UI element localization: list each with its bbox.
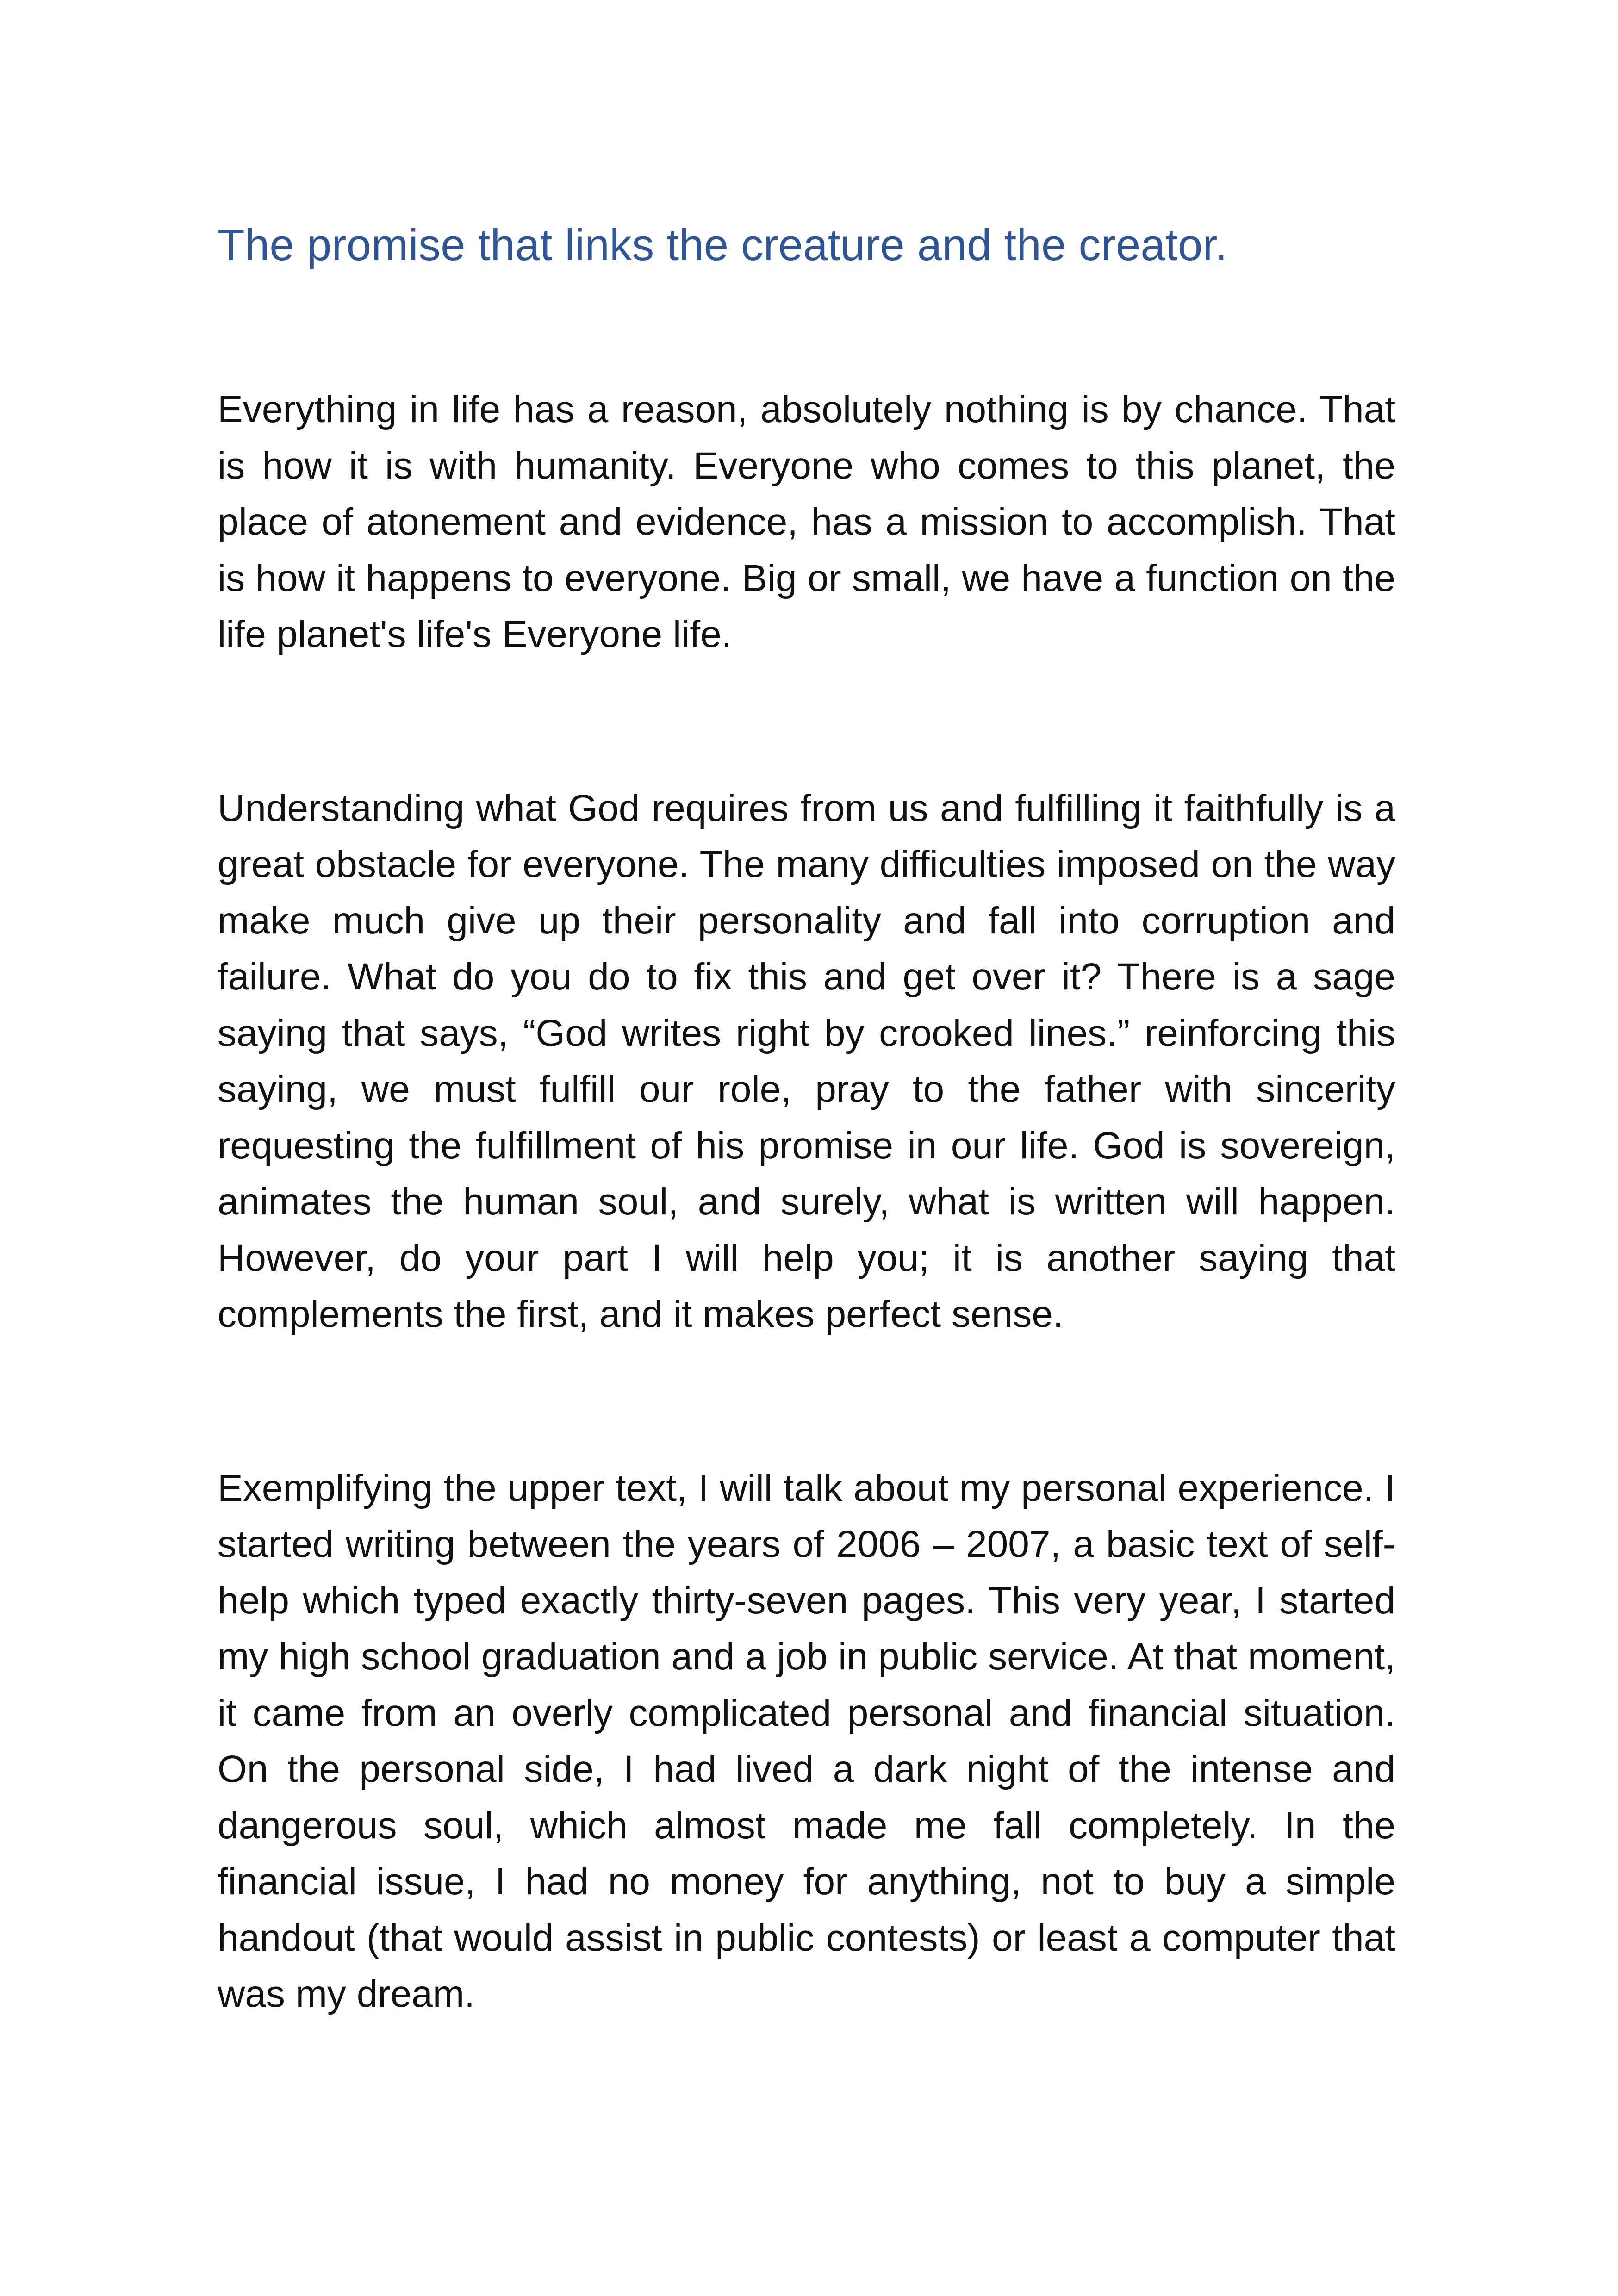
paragraph-3: Exemplifying the upper text, I will talk about my personal experience. I started writing between the years of 2006 – 2007, a basic text of self-help which typed exactly thirty-seven pages. This very year, I started my high school graduation and a job in public service. At that moment, it came from an overly complicated personal and financial situation. On the personal side, I had lived a dark night of the intense and dangerous soul, which almost made me fall completely. In the financial issue, I had no money for anything, not to buy a simple handout (that would assist in public contests) or least a computer that was my dream.: [218, 1467, 1395, 2015]
paragraph-1: Everything in life has a reason, absolutely nothing is by chance. That is how it is with humanity. Everyone who comes to this planet, the place of atonement and evidence, has a mission to accomplish. That is how it happens to everyone. Big or small, we have a function on the life planet's life's Everyone life.: [218, 388, 1395, 655]
document-title: The promise that links the creature and the creator.: [218, 220, 1228, 270]
document-body: [218, 218, 1395, 2022]
paragraph-2: Understanding what God requires from us and fulfilling it faithfully is a great obstacle for everyone. The many difficulties imposed on the way make much give up their personality and fall into corruption and failure. What do you do to fix this and get over it? There is a sage saying that says, “God writes right by crooked lines.” reinforcing this saying, we must fulfill our role, pray to the father with sincerity requesting the fulfillment of his promise in our life. God is sovereign, animates the human soul, and surely, what is written will happen. However, do your part I will help you; it is another saying that complements the first, and it makes perfect sense.: [218, 787, 1395, 1335]
